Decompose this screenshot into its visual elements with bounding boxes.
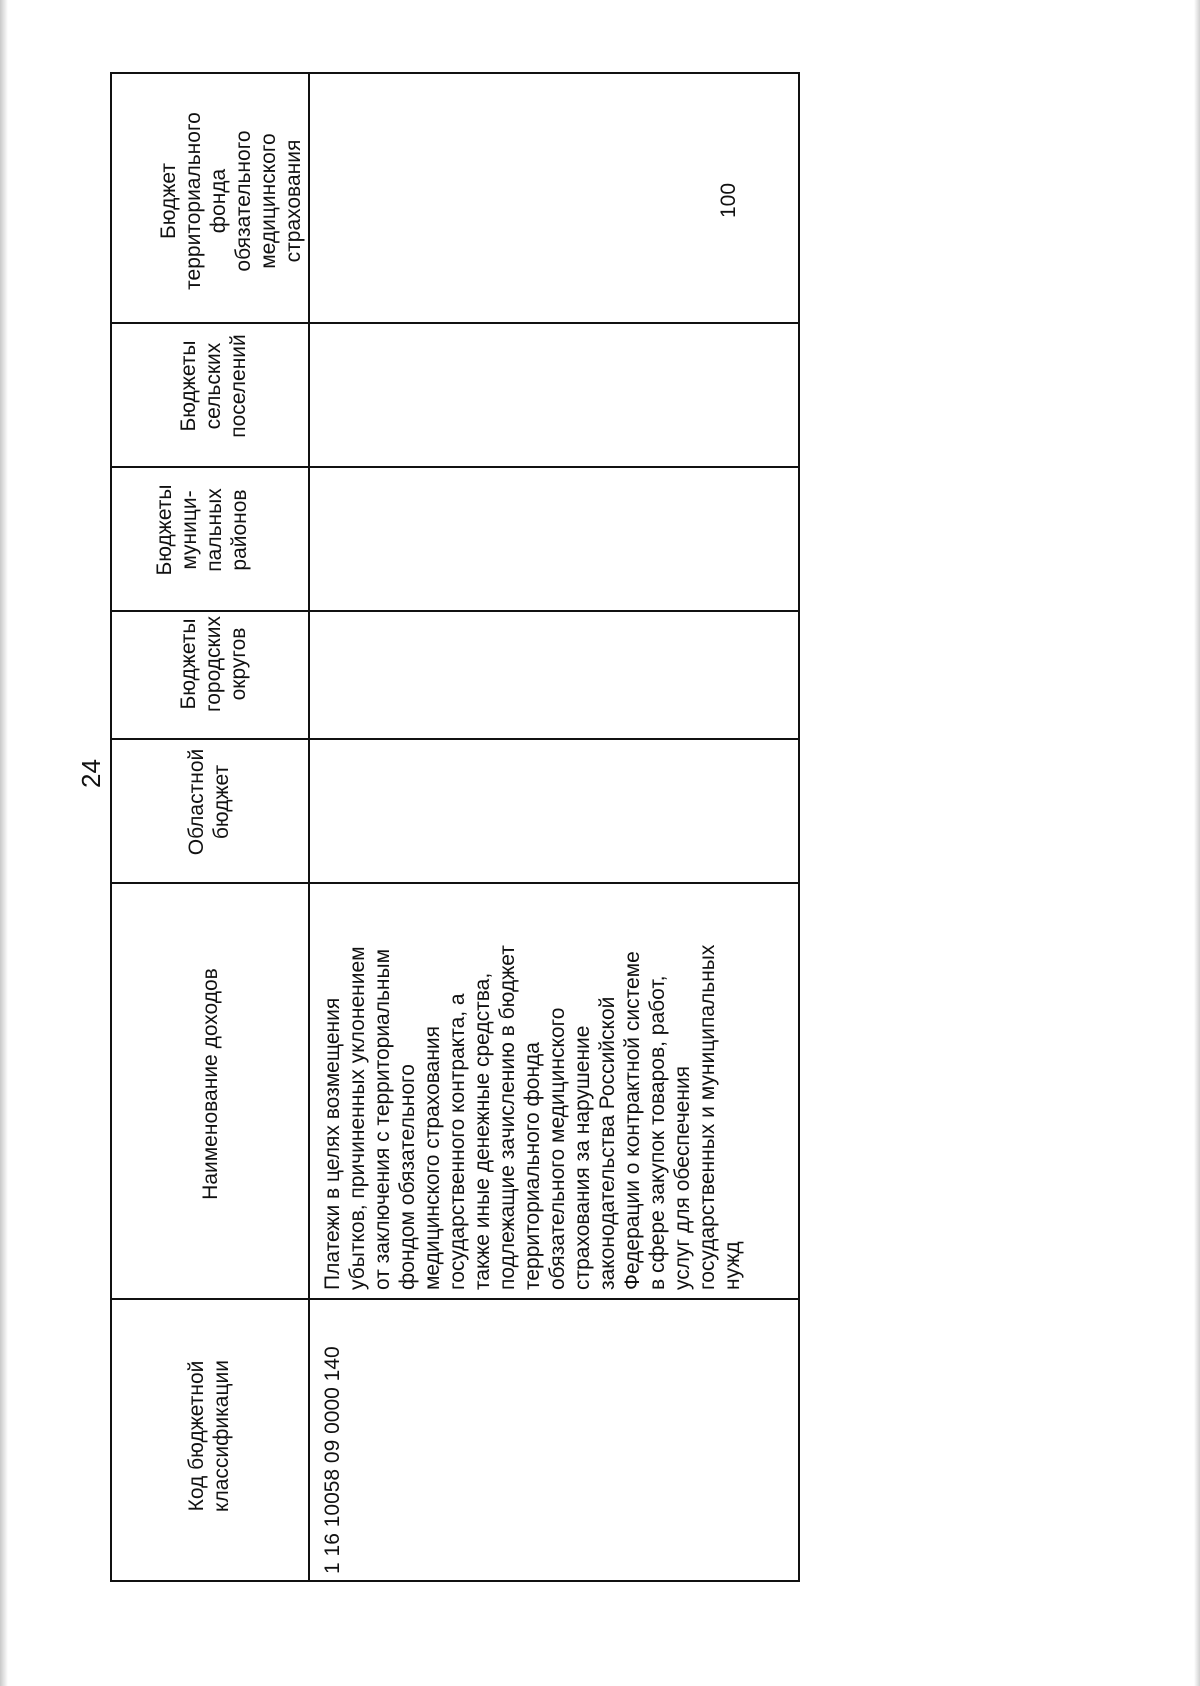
row-name: Платежи в целях возмещения убытков, причиненных уклонением от заключения с территориальным фондом обязательного медицинского страхования государственного контракта, а также иные денежные средства, подлежащие зачислению в бюджет территориального фонда обязательного медицинского страхования за нарушение законодательства Российской Федерации о контрактной системе в сфере закупок товаров, работ, услуг для обеспечения государственных и муниципальных нужд bbox=[321, 944, 744, 1290]
revenue-table bbox=[110, 72, 800, 1582]
header-tfoms: Бюджет территориального фонда обязательного медицинского страхования bbox=[157, 112, 305, 290]
divider-name-kbk bbox=[112, 1298, 798, 1300]
header-kbk: Код бюджетной классификации bbox=[185, 1360, 233, 1512]
header-row-divider bbox=[308, 74, 310, 1580]
row-tfoms: 100 bbox=[717, 182, 740, 218]
scan-edge-right bbox=[1194, 0, 1200, 1686]
scan-edge-left bbox=[0, 0, 8, 1686]
header-selsk: Бюджеты сельских поселений bbox=[177, 334, 250, 438]
header-name: Наименование доходов bbox=[199, 968, 222, 1200]
row-kbk: 1 16 10058 09 0000 140 bbox=[321, 1346, 344, 1574]
header-gorod: Бюджеты городских округов bbox=[177, 616, 250, 712]
page-number: 24 bbox=[76, 759, 106, 788]
header-oblast: Областной бюджет bbox=[185, 748, 233, 856]
header-munic: Бюджеты муници- пальных районов bbox=[153, 484, 251, 576]
